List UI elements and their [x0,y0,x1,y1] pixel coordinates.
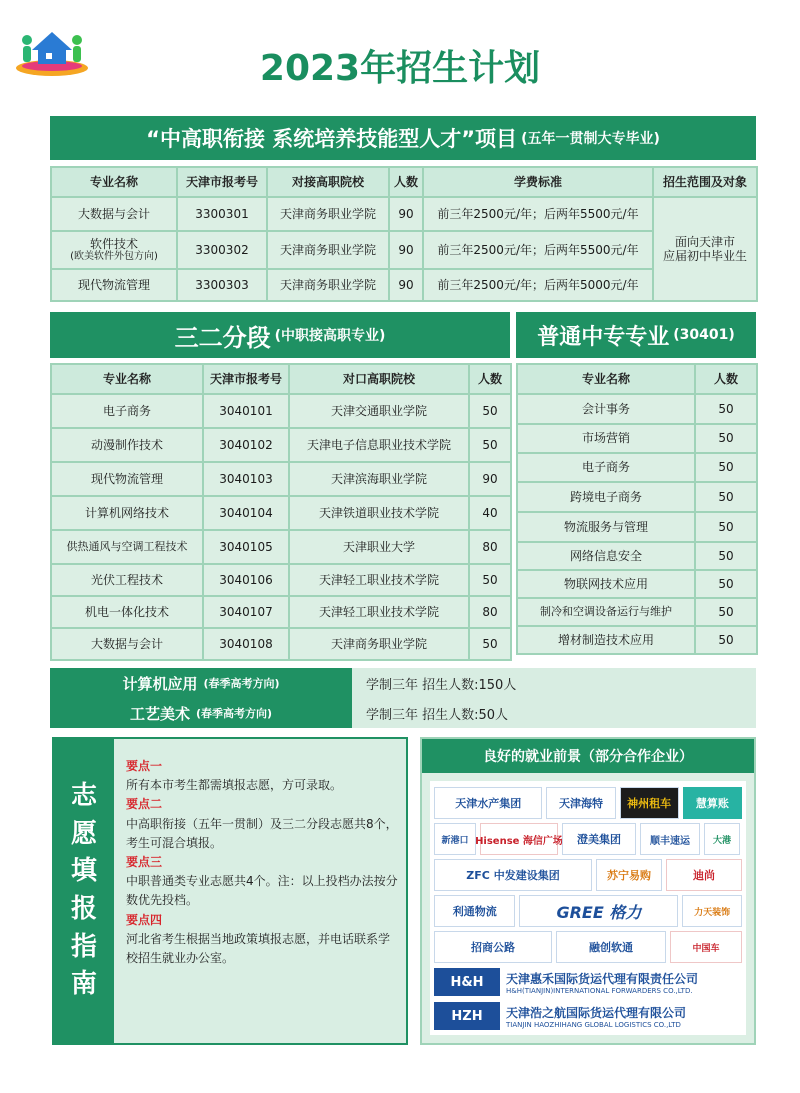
major-name [51,231,177,269]
guide-body [126,757,398,968]
guide-title-char: 指 [70,931,97,962]
major-code: 3040101 [203,394,289,428]
major-name: 现代物流管理 [51,462,203,496]
company-mark: HZH [434,1002,500,1030]
table-row [51,462,511,496]
major-code: 3040102 [203,428,289,462]
student-count: 90 [469,462,511,496]
table-row [517,482,757,512]
table-row [51,394,511,428]
major-code: 3300303 [177,269,267,301]
school-name: 天津商务职业学院 [267,197,389,231]
table-row [51,530,511,564]
school-name: 天津滨海职业学院 [289,462,469,496]
table-row [517,424,757,453]
guide-point-text: 中高职衔接（五年一贯制）及三二分段志愿共8个，考生可混合填报。 [126,816,398,850]
school-name: 天津商务职业学院 [289,628,469,660]
student-count: 50 [695,570,757,598]
partner-logos [430,781,746,1035]
student-count: 40 [469,496,511,530]
student-count: 50 [695,424,757,453]
guide-title [54,739,114,1043]
strip-arts-crafts [50,698,756,728]
strip-label-box [50,668,352,698]
major-code: 3040104 [203,496,289,530]
company-logo: 迪尚 [666,859,742,891]
student-count: 80 [469,530,511,564]
guide-point-title: 要点三 [126,854,163,869]
header-cell: 招生范围及对象 [653,167,757,197]
student-count: 50 [695,626,757,654]
section1-heading-small: (五年一贯制大专毕业) [521,131,660,147]
header-cell: 人数 [469,364,511,394]
tuition: 前三年2500元/年；后两年5000元/年 [423,269,653,301]
school-name: 天津商务职业学院 [267,269,389,301]
student-count: 50 [469,564,511,596]
company-name-cn: 天津浩之航国际货运代理有限公司 [506,1005,687,1020]
header-cell: 对接高职院校 [267,167,389,197]
strip-info: 学制三年 招生人数:50人 [352,698,756,728]
table-row [517,394,757,424]
major-name: 现代物流管理 [51,269,177,301]
student-count: 90 [389,197,423,231]
guide-title-char: 志 [70,780,97,811]
student-count: 50 [695,394,757,424]
section1-banner [50,116,756,160]
table-row [51,496,511,530]
student-count: 50 [695,482,757,512]
major-name: 电子商务 [51,394,203,428]
major-code: 3040106 [203,564,289,596]
major-name: 市场营销 [517,424,695,453]
table-row [517,453,757,482]
student-count: 80 [469,596,511,628]
major-code: 3040105 [203,530,289,564]
student-count: 90 [389,231,423,269]
strip-sub: (春季高考方向) [203,677,280,690]
header-cell: 人数 [695,364,757,394]
section3-heading: 普通中专专业 [537,324,670,350]
major-code: 3300302 [177,231,267,269]
company-logo: 招商公路 [434,931,552,963]
table-row [517,542,757,570]
student-count: 50 [695,598,757,626]
major-name: 计算机网络技术 [51,496,203,530]
major-name: 增材制造技术应用 [517,626,695,654]
guide-point-title: 要点二 [126,797,163,812]
header-cell: 人数 [389,167,423,197]
major-name: 网络信息安全 [517,542,695,570]
header-cell: 专业名称 [51,167,177,197]
guide-point-title: 要点四 [126,912,163,927]
major-name: 物流服务与管理 [517,512,695,542]
company-logo: Hisense 海信广场 [480,823,558,855]
table-row [51,428,511,462]
major-code: 3040108 [203,628,289,660]
student-count: 50 [469,428,511,462]
student-count: 50 [469,394,511,428]
company-logo: 天津海特 [546,787,615,819]
school-name: 天津商务职业学院 [267,231,389,269]
table-row [517,626,757,654]
company-logo: GREE 格力 [519,895,678,927]
scope-line: 面向天津市 [674,234,735,249]
section3-heading-small: (30401) [673,327,735,343]
major-name: 制冷和空调设备运行与维护 [517,598,695,626]
company-logo: 神州租车 [620,787,679,819]
major-name: 物联网技术应用 [517,570,695,598]
student-count: 90 [389,269,423,301]
guide-title-char: 南 [70,969,97,1000]
student-count: 50 [695,542,757,570]
major-name-sub: (欧美软件外包方向) [70,251,158,263]
table-row [51,197,757,231]
major-name: 会计事务 [517,394,695,424]
tuition: 前三年2500元/年；后两年5500元/年 [423,197,653,231]
company-logo: 利通物流 [434,895,515,927]
guide-point-text: 中职普通类专业志愿共4个。注：以上投档办法按分数优先投档。 [126,874,398,908]
section2-heading: 三二分段 [174,323,271,352]
company-mark: H&H [434,968,500,996]
major-name: 大数据与会计 [51,628,203,660]
guide-point-text: 河北省考生根据当地政策填报志愿，并电话联系学校招生就业办公室。 [126,931,391,965]
header-cell: 对口高职院校 [289,364,469,394]
school-name: 天津职业大学 [289,530,469,564]
partner-companies [420,737,756,1045]
guide-point-title: 要点一 [126,759,163,773]
table-row [517,570,757,598]
table-row [517,512,757,542]
strip-label: 工艺美术 [129,704,190,723]
company-logo: 澄美集团 [562,823,636,855]
company-name-en: H&H(TIANJIN)INTERNATIONAL FORWARDERS CO.,LTD. [506,986,693,995]
section1-heading: “中高职衔接 系统培养技能型人才”项目 [146,127,518,151]
enrollment-scope [653,197,757,301]
tuition: 前三年2500元/年；后两年5500元/年 [423,231,653,269]
school-name: 天津电子信息职业技术学院 [289,428,469,462]
company-logo: 中国车 [670,931,742,963]
student-count: 50 [469,628,511,660]
school-name: 天津交通职业学院 [289,394,469,428]
header-cell: 专业名称 [51,364,203,394]
major-name: 供热通风与空调工程技术 [51,530,203,564]
page-title: 2023年招生计划 [259,48,541,89]
company-name-cn: 天津惠禾国际货运代理有限责任公司 [506,971,699,986]
table-row [51,231,757,269]
section2-banner [50,312,510,358]
major-name: 光伏工程技术 [51,564,203,596]
major-name: 电子商务 [517,453,695,482]
section1-table [50,166,758,302]
company-logo: 新港口 [434,823,476,855]
section2-table [50,363,512,661]
strip-computer-application [50,668,756,698]
strip-label-box [50,698,352,728]
student-count: 50 [695,453,757,482]
company-logo: 力天装饰 [682,895,742,927]
company-hzh [434,1001,742,1031]
major-code: 3040103 [203,462,289,496]
major-name-line: 软件技术 [89,236,138,251]
company-logo: 顺丰速运 [640,823,700,855]
company-logo: ZFC 中发建设集团 [434,859,592,891]
guide-title-char: 报 [70,894,97,924]
guide-title-char: 填 [70,856,97,887]
header-cell: 天津市报考号 [177,167,267,197]
strip-info: 学制三年 招生人数:150人 [352,668,756,698]
major-name: 机电一体化技术 [51,596,203,628]
scope-line: 应届初中毕业生 [662,249,747,263]
school-name: 天津轻工职业技术学院 [289,596,469,628]
application-guide [52,737,408,1045]
strip-label: 计算机应用 [122,674,198,693]
company-hh [434,967,742,997]
guide-point-text: 所有本市考生都需填报志愿，方可录取。 [126,778,343,793]
company-logo: 融创软通 [556,931,666,963]
header-cell: 天津市报考号 [203,364,289,394]
company-logo: 天津水产集团 [434,787,542,819]
section3-banner [516,312,756,358]
section2-heading-small: (中职接高职专业) [274,328,386,344]
partners-heading: 良好的就业前景（部分合作企业） [422,739,754,773]
major-code: 3040107 [203,596,289,628]
company-logo: 苏宁易购 [596,859,662,891]
company-name-en: TIANJIN HAOZHIHANG GLOBAL LOGISTICS CO.,LTD [506,1020,681,1029]
major-name: 跨境电子商务 [517,482,695,512]
company-logo: 慧算账 [683,787,742,819]
company-logo: 大港 [704,823,740,855]
table-row [517,598,757,626]
strip-sub: (春季高考方向) [195,707,273,720]
student-count: 50 [695,512,757,542]
school-name: 天津铁道职业技术学院 [289,496,469,530]
table-row [51,564,511,596]
guide-title-char: 愿 [70,818,97,849]
header-cell: 学费标准 [423,167,653,197]
table-row [51,596,511,628]
table-row [51,269,757,301]
table-row [51,628,511,660]
major-name: 动漫制作技术 [51,428,203,462]
major-name: 大数据与会计 [51,197,177,231]
school-name: 天津轻工职业技术学院 [289,564,469,596]
major-code: 3300301 [177,197,267,231]
section3-table [516,363,758,655]
header-cell: 专业名称 [517,364,695,394]
